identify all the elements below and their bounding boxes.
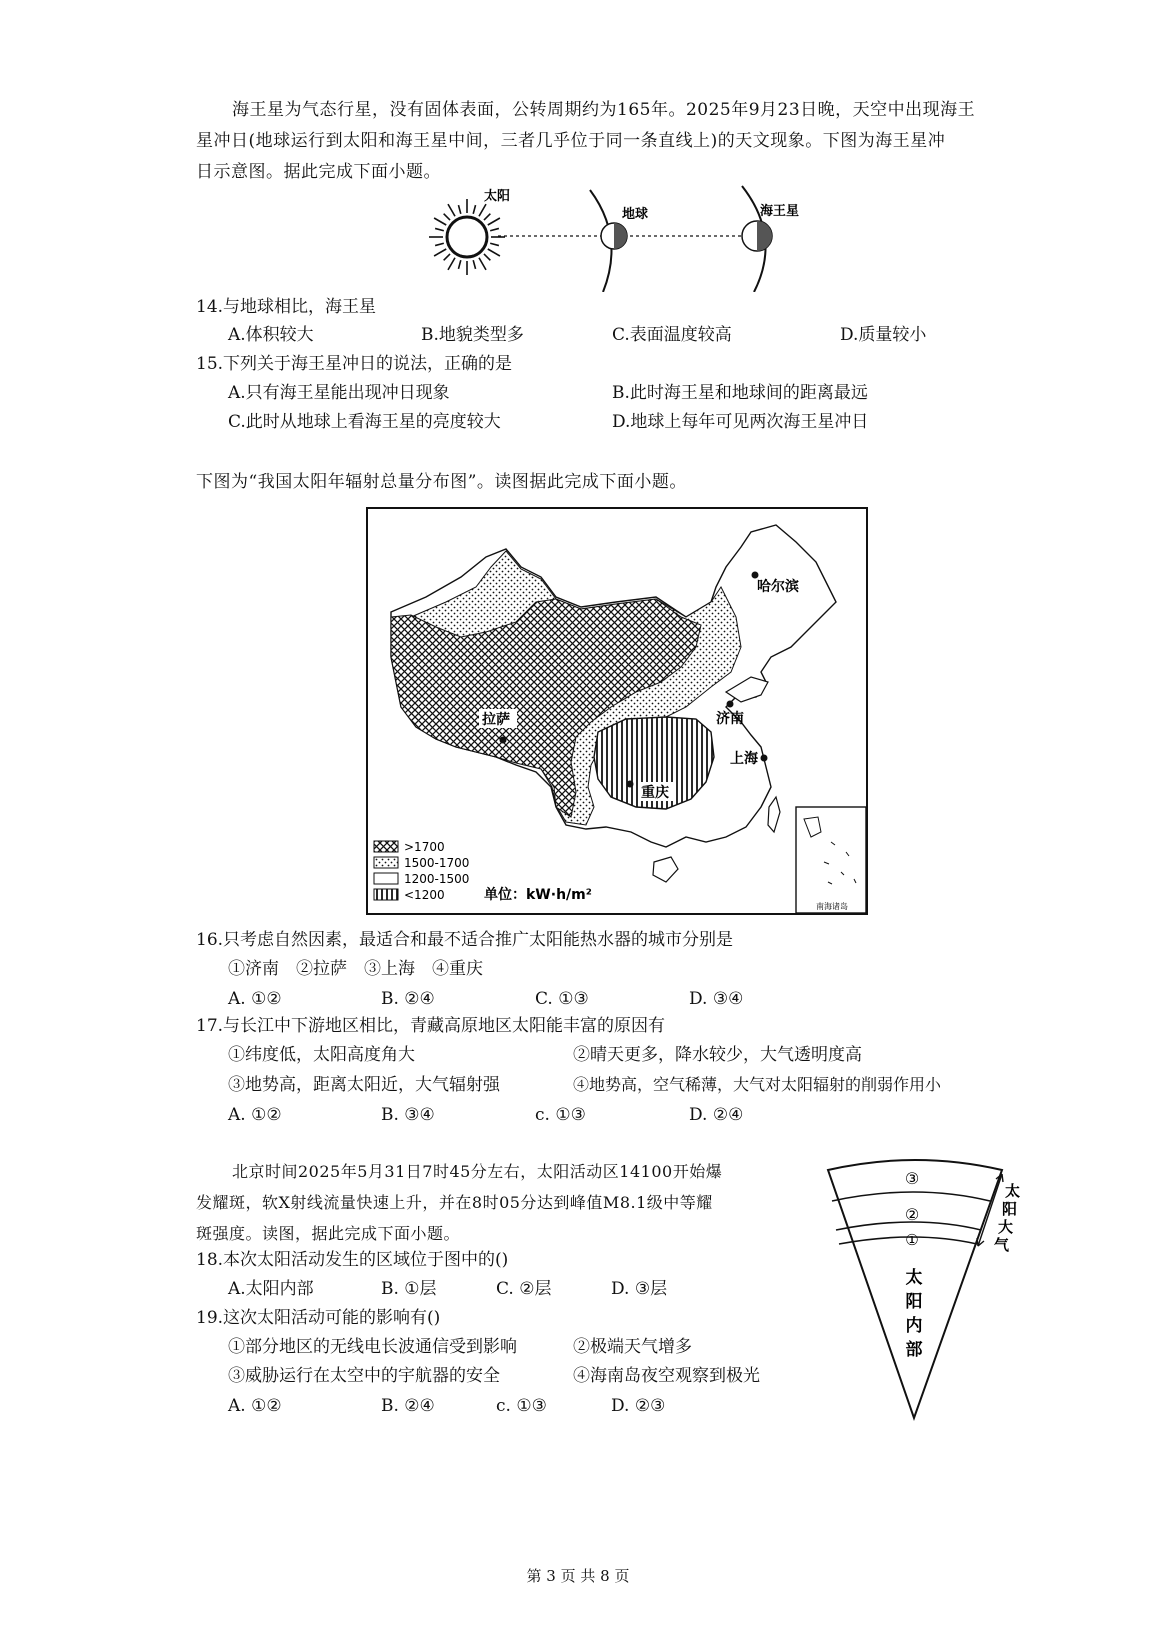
- sun-structure-diagram: [820, 1150, 1040, 1425]
- city-harbin: 哈尔滨: [757, 579, 799, 595]
- q17-stem: 17.与长江中下游地区相比，青藏高原地区太阳能丰富的原因有: [196, 1016, 666, 1036]
- layer-3-label: ③: [904, 1169, 920, 1188]
- neptune-label: 海王星: [760, 204, 800, 219]
- svg-text:阳: 阳: [905, 1292, 923, 1312]
- sun-label: 太阳: [484, 189, 511, 204]
- inset-label: 南海诸岛: [816, 902, 848, 911]
- q14-stem: 14.与地球相比，海王星: [196, 297, 377, 317]
- q18-option-a[interactable]: A.太阳内部: [228, 1279, 314, 1299]
- svg-text:阳: 阳: [1002, 1200, 1018, 1218]
- q17-option-d[interactable]: D. ②④: [689, 1105, 744, 1125]
- intro-line-2: 星冲日(地球运行到太阳和海王星中间，三者几乎位于同一条直线上)的天文现象。下图为海王星冲: [196, 131, 946, 151]
- q14-option-c[interactable]: C.表面温度较高: [612, 325, 732, 345]
- city-jinan: 济南: [716, 711, 744, 727]
- q19-option-a[interactable]: A. ①②: [228, 1396, 282, 1416]
- legend-lt-1200: <1200: [404, 888, 445, 902]
- neptune-icon: [742, 221, 772, 251]
- q18-option-c[interactable]: C. ②层: [496, 1279, 552, 1299]
- q19-item-4: ④海南岛夜空观察到极光: [573, 1366, 760, 1386]
- q19-item-2: ②极端天气增多: [573, 1337, 692, 1357]
- city-lhasa: 拉萨: [482, 712, 510, 728]
- q15-stem: 15.下列关于海王星冲日的说法，正确的是: [196, 354, 513, 374]
- legend-1200-1500: 1200-1500: [404, 872, 470, 886]
- layer-1-label: ①: [905, 1231, 919, 1249]
- legend-1500-1700: 1500-1700: [404, 856, 470, 870]
- map-unit: 单位：kW·h/m²: [484, 887, 592, 903]
- q18-option-b[interactable]: B. ①层: [381, 1279, 437, 1299]
- intro-map: 下图为“我国太阳年辐射总量分布图”。读图据此完成下面小题。: [196, 472, 687, 492]
- earth-label: 地球: [622, 207, 649, 222]
- q17-item-3: ③地势高，距离太阳近，大气辐射强: [228, 1075, 500, 1095]
- q19-option-d[interactable]: D. ②③: [611, 1396, 666, 1416]
- q16-option-d[interactable]: D. ③④: [689, 989, 744, 1009]
- svg-text:部: 部: [905, 1340, 923, 1360]
- q18-option-d[interactable]: D. ③层: [611, 1279, 668, 1299]
- svg-text:大: 大: [998, 1218, 1014, 1236]
- q14-option-d[interactable]: D.质量较小: [840, 325, 927, 345]
- q19-item-1: ①部分地区的无线电长波通信受到影响: [228, 1337, 517, 1357]
- sun-icon: [429, 199, 505, 275]
- q15-option-c[interactable]: C.此时从地球上看海王星的亮度较大: [228, 412, 501, 432]
- q18-stem: 18.本次太阳活动发生的区域位于图中的(): [196, 1250, 509, 1270]
- layer-2-label: ②: [904, 1205, 920, 1224]
- svg-text:气: 气: [994, 1236, 1010, 1254]
- city-shanghai: 上海: [730, 751, 758, 767]
- china-solar-radiation-map: [366, 507, 868, 915]
- q15-option-d[interactable]: D.地球上每年可见两次海王星冲日: [612, 412, 869, 432]
- q19-stem: 19.这次太阳活动可能的影响有(): [196, 1308, 441, 1328]
- south-china-sea-inset: [796, 807, 866, 913]
- intro-line-1: 海王星为气态行星，没有固体表面，公转周期约为165年。2025年9月23日晚，天空中出现海王: [232, 100, 976, 120]
- neptune-opposition-diagram: [420, 182, 800, 292]
- intro-line-3: 日示意图。据此完成下面小题。: [196, 162, 441, 182]
- q17-option-b[interactable]: B. ③④: [381, 1105, 435, 1125]
- svg-text:太: 太: [1005, 1182, 1021, 1200]
- intro-flare-3: 斑强度。读图，据此完成下面小题。: [196, 1224, 461, 1243]
- q19-option-b[interactable]: B. ②④: [381, 1396, 435, 1416]
- q17-item-4: ④地势高，空气稀薄，大气对太阳辐射的削弱作用小: [573, 1075, 942, 1094]
- atmosphere-label: [994, 1182, 1020, 1254]
- legend-gt-1700: >1700: [404, 840, 445, 854]
- page-footer: 第 3 页 共 8 页: [526, 1567, 630, 1585]
- q14-option-a[interactable]: A.体积较大: [228, 325, 314, 345]
- q17-item-1: ①纬度低，太阳高度角大: [228, 1045, 415, 1065]
- q19-option-c[interactable]: c. ①③: [496, 1396, 547, 1416]
- city-chongqing: 重庆: [641, 785, 669, 801]
- q15-option-b[interactable]: B.此时海王星和地球间的距离最远: [612, 383, 868, 403]
- q19-item-3: ③威胁运行在太空中的宇航器的安全: [228, 1366, 500, 1386]
- q16-items: ①济南 ②拉萨 ③上海 ④重庆: [228, 959, 483, 979]
- q15-option-a[interactable]: A.只有海王星能出现冲日现象: [228, 383, 450, 403]
- q17-option-a[interactable]: A. ①②: [228, 1105, 282, 1125]
- svg-text:内: 内: [905, 1316, 923, 1336]
- q16-option-b[interactable]: B. ②④: [381, 989, 435, 1009]
- earth-icon: [601, 223, 627, 249]
- svg-text:太: 太: [905, 1268, 923, 1288]
- q17-option-c[interactable]: c. ①③: [535, 1105, 586, 1125]
- intro-flare-2: 发耀斑，软X射线流量快速上升，并在8时05分达到峰值M8.1级中等耀: [196, 1193, 713, 1212]
- q17-item-2: ②晴天更多，降水较少，大气透明度高: [573, 1045, 862, 1065]
- intro-flare-1: 北京时间2025年5月31日7时45分左右，太阳活动区14100开始爆: [232, 1162, 723, 1181]
- q16-stem: 16.只考虑自然因素，最适合和最不适合推广太阳能热水器的城市分别是: [196, 930, 734, 950]
- q16-option-a[interactable]: A. ①②: [228, 989, 282, 1009]
- q16-option-c[interactable]: C. ①③: [535, 989, 589, 1009]
- q14-option-b[interactable]: B.地貌类型多: [421, 325, 524, 345]
